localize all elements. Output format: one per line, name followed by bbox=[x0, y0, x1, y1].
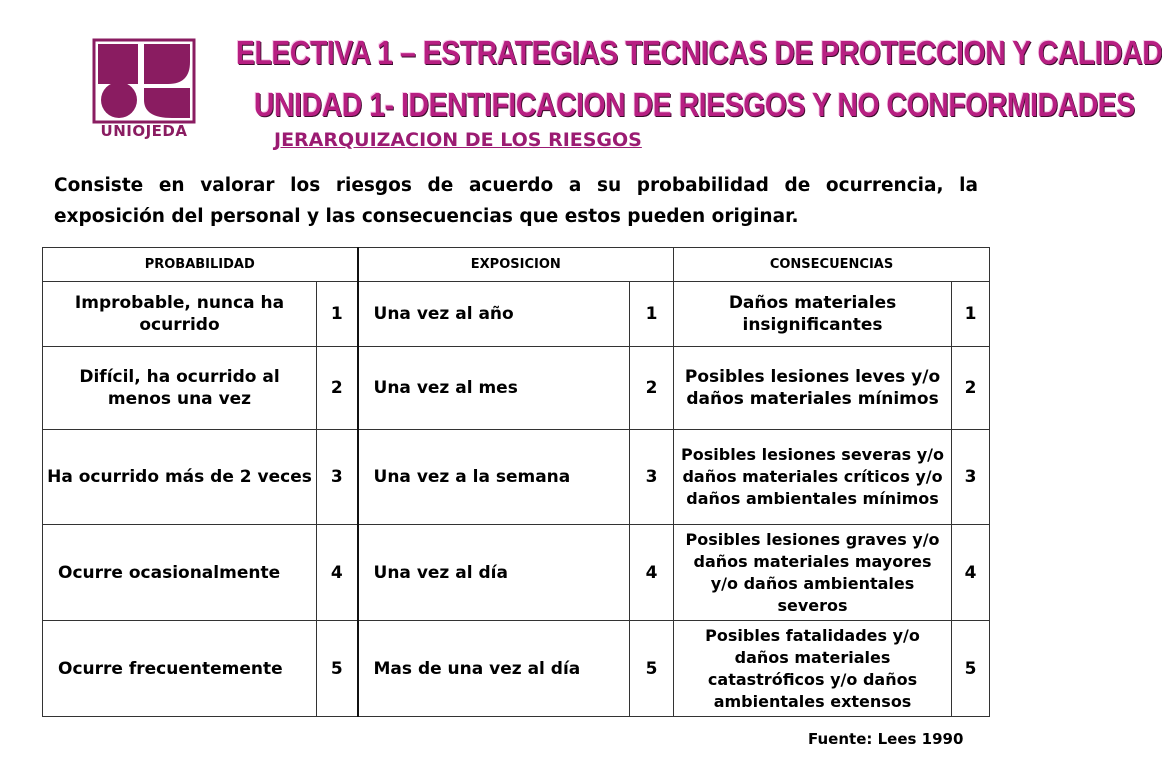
consecuencias-cell: Posibles lesiones graves y/o daños materiales mayores y/o daños ambientales severos bbox=[674, 525, 952, 621]
probabilidad-cell: Difícil, ha ocurrido al menos una vez bbox=[43, 347, 317, 430]
exposicion-cell: Mas de una vez al día bbox=[358, 621, 630, 717]
logo-text: UNIOJEDA bbox=[100, 122, 188, 140]
table-row bbox=[43, 430, 990, 525]
probabilidad-value: 5 bbox=[317, 621, 358, 717]
title-line-1: ELECTIVA 1 – ESTRATEGIAS TECNICAS DE PROTECCION Y CALIDAD bbox=[236, 34, 1162, 71]
exposicion-value: 5 bbox=[630, 621, 674, 717]
exposicion-cell: Una vez al día bbox=[358, 525, 630, 621]
table-header-row bbox=[43, 248, 990, 282]
consecuencias-cell: Posibles lesiones leves y/o daños materiales mínimos bbox=[674, 347, 952, 430]
consecuencias-value: 3 bbox=[952, 430, 990, 525]
page-subtitle: JERARQUIZACION DE LOS RIESGOS bbox=[274, 129, 642, 151]
probabilidad-value: 2 bbox=[317, 347, 358, 430]
source-note: Fuente: Lees 1990 bbox=[808, 730, 964, 748]
probabilidad-cell: Ocurre ocasionalmente bbox=[43, 525, 317, 621]
consecuencias-value: 4 bbox=[952, 525, 990, 621]
probabilidad-cell: Ocurre frecuentemente bbox=[43, 621, 317, 717]
risk-table bbox=[42, 247, 990, 717]
consecuencias-cell: Posibles fatalidades y/o daños materiales catastróficos y/o daños ambientales extensos bbox=[674, 621, 952, 717]
exposicion-value: 1 bbox=[630, 282, 674, 347]
header-probabilidad: PROBABILIDAD bbox=[43, 248, 358, 282]
probabilidad-cell: Ha ocurrido más de 2 veces bbox=[43, 430, 317, 525]
exposicion-value: 3 bbox=[630, 430, 674, 525]
exposicion-value: 2 bbox=[630, 347, 674, 430]
consecuencias-cell: Daños materiales insignificantes bbox=[674, 282, 952, 347]
probabilidad-value: 1 bbox=[317, 282, 358, 347]
table-row bbox=[43, 282, 990, 347]
exposicion-cell: Una vez al año bbox=[358, 282, 630, 347]
consecuencias-value: 2 bbox=[952, 347, 990, 430]
table-row bbox=[43, 525, 990, 621]
probabilidad-value: 4 bbox=[317, 525, 358, 621]
consecuencias-value: 1 bbox=[952, 282, 990, 347]
exposicion-cell: Una vez al mes bbox=[358, 347, 630, 430]
probabilidad-value: 3 bbox=[317, 430, 358, 525]
header-consecuencias: CONSECUENCIAS bbox=[674, 248, 990, 282]
exposicion-cell: Una vez a la semana bbox=[358, 430, 630, 525]
probabilidad-cell: Improbable, nunca ha ocurrido bbox=[43, 282, 317, 347]
table-row bbox=[43, 347, 990, 430]
table-row bbox=[43, 621, 990, 717]
consecuencias-value: 5 bbox=[952, 621, 990, 717]
exposicion-value: 4 bbox=[630, 525, 674, 621]
title-line-2: UNIDAD 1- IDENTIFICACION DE RIESGOS Y NO CONFORMIDADES bbox=[254, 86, 1135, 123]
header-exposicion: EXPOSICION bbox=[358, 248, 674, 282]
intro-paragraph: Consiste en valorar los riesgos de acuerdo a su probabilidad de ocurrencia, la exposición del personal y las consecuencias que estos pueden originar. bbox=[54, 175, 978, 227]
consecuencias-cell: Posibles lesiones severas y/o daños materiales críticos y/o daños ambientales mínimos bbox=[674, 430, 952, 525]
